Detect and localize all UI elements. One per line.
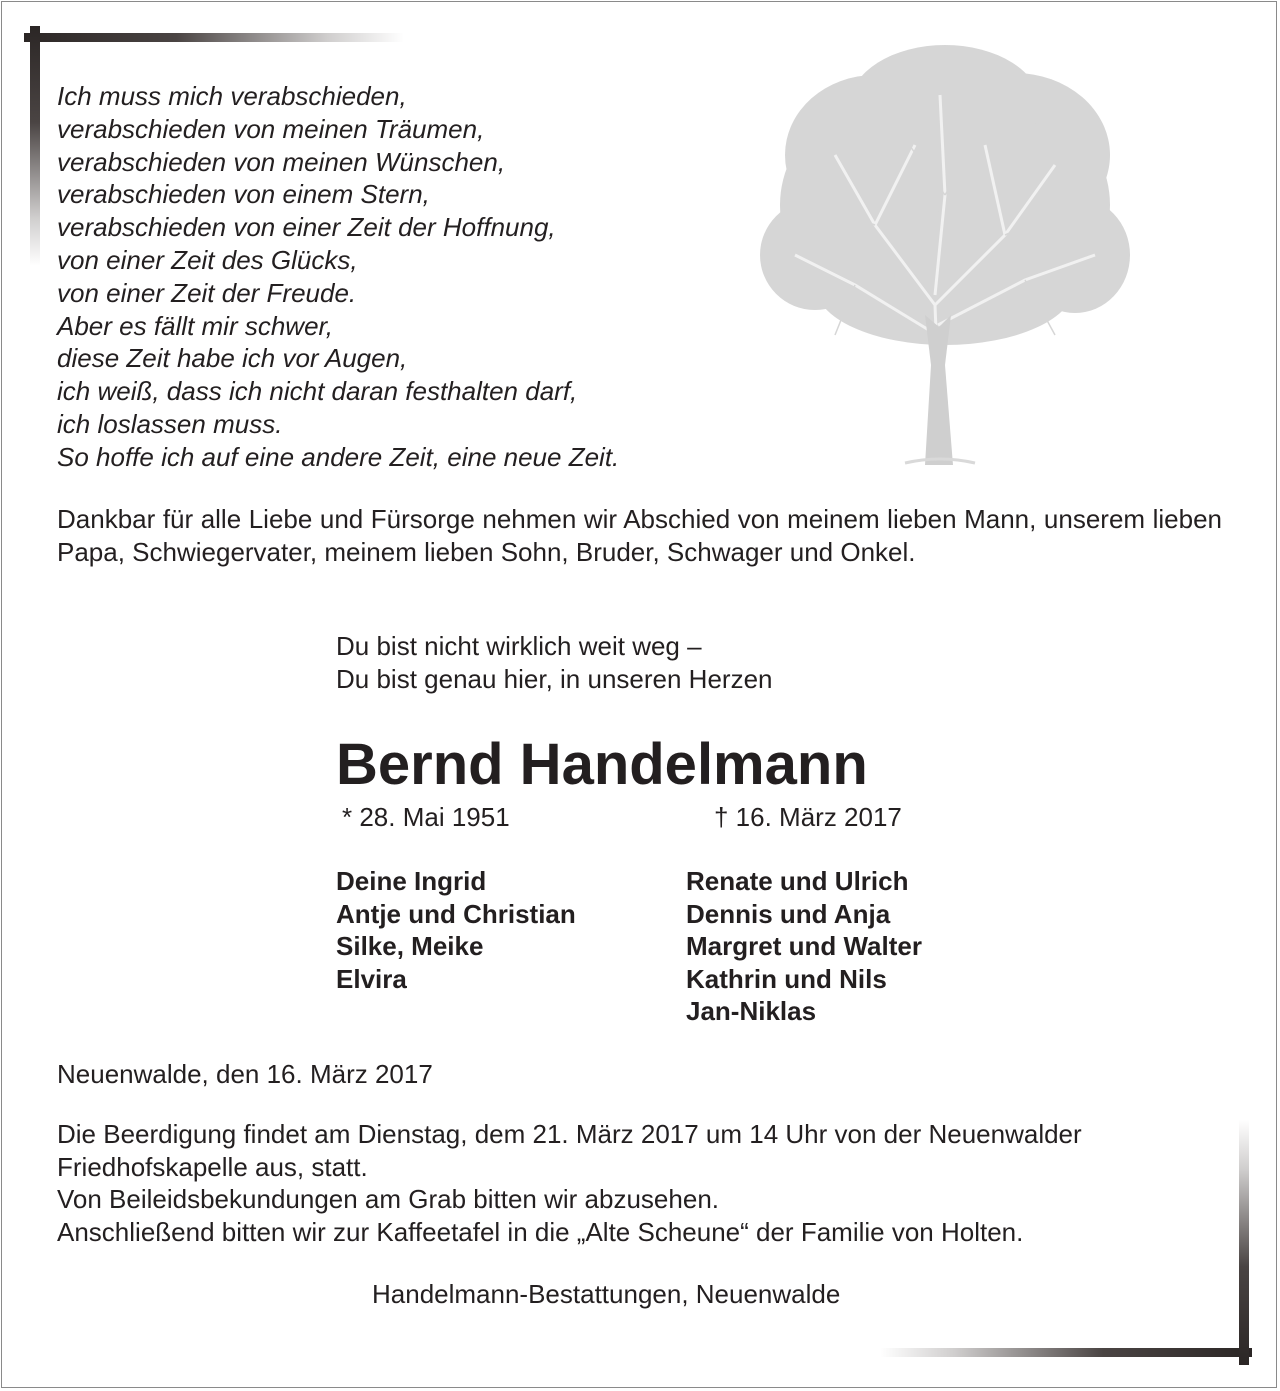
mourner: Renate und Ulrich (686, 866, 909, 896)
tree-icon (755, 35, 1135, 465)
mourner: Deine Ingrid (336, 866, 487, 896)
birth-date: * 28. Mai 1951 (342, 802, 510, 832)
motto-line: Du bist genau hier, in unseren Herzen (336, 664, 773, 694)
poem-line: ich loslassen muss. (57, 408, 283, 439)
poem-line: So hoffe ich auf eine andere Zeit, eine neue Zeit. (57, 441, 620, 472)
funeral-line: Anschließend bitten wir zur Kaffeetafel in die „Alte Scheune“ der Familie von Holten. (57, 1216, 1024, 1247)
mourner: Dennis und Anja (686, 898, 891, 929)
place-date: Neuenwalde, den 16. März 2017 (57, 1059, 433, 1089)
poem-line: verabschieden von meinen Wünschen, (57, 146, 506, 177)
poem-line: verabschieden von einem Stern, (57, 179, 430, 210)
poem-line: von einer Zeit des Glücks, (57, 244, 358, 275)
deceased-name: Bernd Handelmann (336, 732, 868, 797)
motto-line: Du bist nicht wirklich weit weg – (336, 631, 702, 661)
poem (57, 80, 619, 474)
funeral-line: Die Beerdigung findet am Dienstag, dem 21. März 2017 um 14 Uhr von der Neuenwalder (57, 1119, 1082, 1149)
corner-ornament-bottom-right-horizontal (880, 1348, 1252, 1357)
poem-line: verabschieden von einer Zeit der Hoffnung, (57, 212, 556, 243)
poem-line: diese Zeit habe ich vor Augen, (57, 343, 408, 374)
death-date: † 16. März 2017 (714, 802, 902, 832)
corner-ornament-top-left-horizontal (24, 33, 404, 42)
funeral-info (57, 1118, 1227, 1248)
poem-line: ich weiß, dass ich nicht daran festhalten darf, (57, 376, 578, 407)
corner-ornament-bottom-right-vertical (1239, 1120, 1249, 1365)
mourner: Elvira (336, 963, 407, 994)
intro-paragraph: Dankbar für alle Liebe und Fürsorge nehmen wir Abschied von meinem lieben Mann, unserem lieben Papa, Schwiegervater, meinem lieben Sohn, Bruder, Schwager und Onkel. (57, 504, 1222, 567)
funeral-line: Friedhofskapelle aus, statt. (57, 1151, 368, 1182)
mourner: Silke, Meike (336, 931, 484, 961)
funeral-line: Von Beileidsbekundungen am Grab bitten wir abzusehen. (57, 1184, 719, 1214)
mourners-right (686, 865, 922, 1028)
poem-line: verabschieden von meinen Träumen, (57, 113, 485, 144)
poem-line: Ich muss mich verabschieden, (57, 81, 407, 111)
mourner: Margret und Walter (686, 931, 922, 961)
undertaker: Handelmann-Bestattungen, Neuenwalde (372, 1279, 841, 1309)
motto (336, 630, 773, 696)
mourners-left (336, 865, 576, 995)
poem-line: Aber es fällt mir schwer, (57, 310, 333, 341)
corner-ornament-top-left-vertical (30, 26, 40, 266)
mourner: Antje und Christian (336, 898, 576, 929)
mourner: Kathrin und Nils (686, 963, 887, 994)
poem-line: von einer Zeit der Freude. (57, 277, 357, 308)
mourner: Jan-Niklas (686, 996, 817, 1026)
